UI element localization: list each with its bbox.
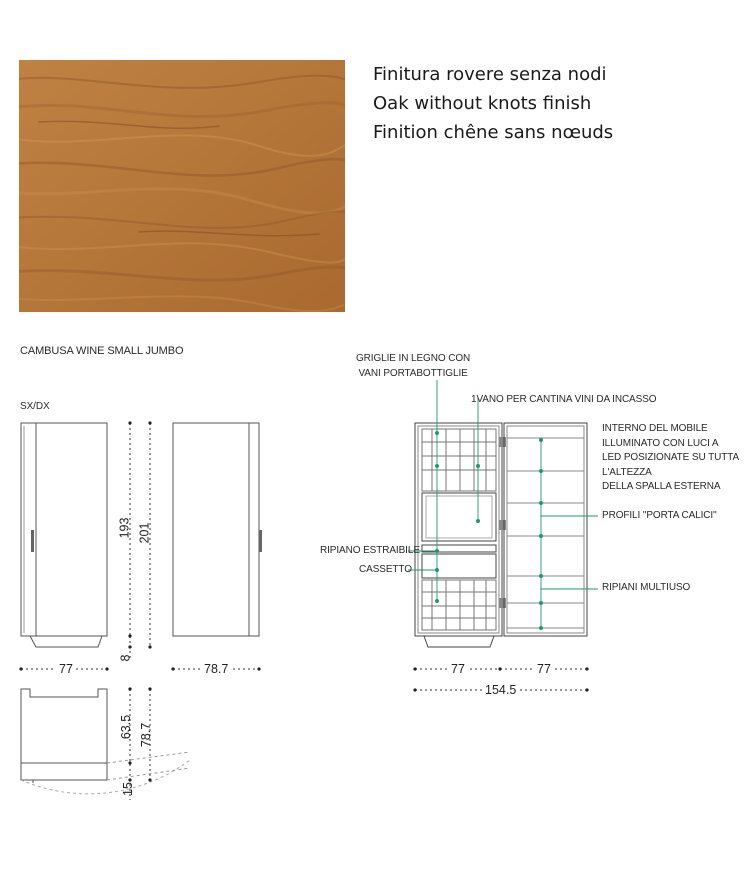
dim-height-total: 201 (137, 522, 152, 544)
front-view (21, 423, 107, 647)
product-title: CAMBUSA WINE SMALL JUMBO (20, 345, 184, 357)
finish-name-en: Oak without knots finish (373, 93, 592, 114)
dim-open-left: 77 (448, 662, 468, 676)
callout-glass-profiles: PROFILI "PORTA CALICI" (602, 510, 717, 521)
side-view (173, 423, 262, 636)
variant-label: SX/DX (20, 401, 50, 412)
callout-multi-shelves: RIPIANI MULTIUSO (602, 582, 691, 593)
dim-height-body: 193 (117, 517, 132, 539)
finish-name-it: Finitura rovere senza nodi (373, 64, 607, 85)
dim-open-right: 77 (534, 662, 554, 676)
callout-leaders (408, 380, 598, 628)
dim-plan-door: 15 (120, 782, 135, 796)
callout-interior: INTERNO DEL MOBILE ILLUMINATO CON LUCI A LED POSIZIONATE SU TUTTA L'ALTEZZA DELLA SPALLA ESTERNA (602, 423, 740, 492)
dim-width-front: 77 (56, 662, 76, 676)
callout-pullout-shelf: RIPIANO ESTRAIBILE (320, 545, 420, 556)
open-view (415, 423, 587, 647)
callout-grilles: GRIGLIE IN LEGNO CON VANI PORTABOTTIGLIE (356, 353, 471, 379)
callout-wine-cellar: 1VANO PER CANTINA VINI DA INCASSO (471, 394, 657, 405)
dim-depth-side: 78.7 (201, 662, 231, 676)
dim-plinth: 8 (118, 654, 133, 662)
plan-view (21, 689, 190, 794)
callout-drawer: CASSETTO (359, 564, 412, 575)
dim-plan-depth-a: 63.5 (119, 714, 134, 740)
dim-plan-depth-b: 78.7 (139, 722, 154, 748)
finish-name-fr: Finition chêne sans nœuds (373, 122, 614, 143)
dim-open-total: 154.5 (482, 683, 519, 697)
